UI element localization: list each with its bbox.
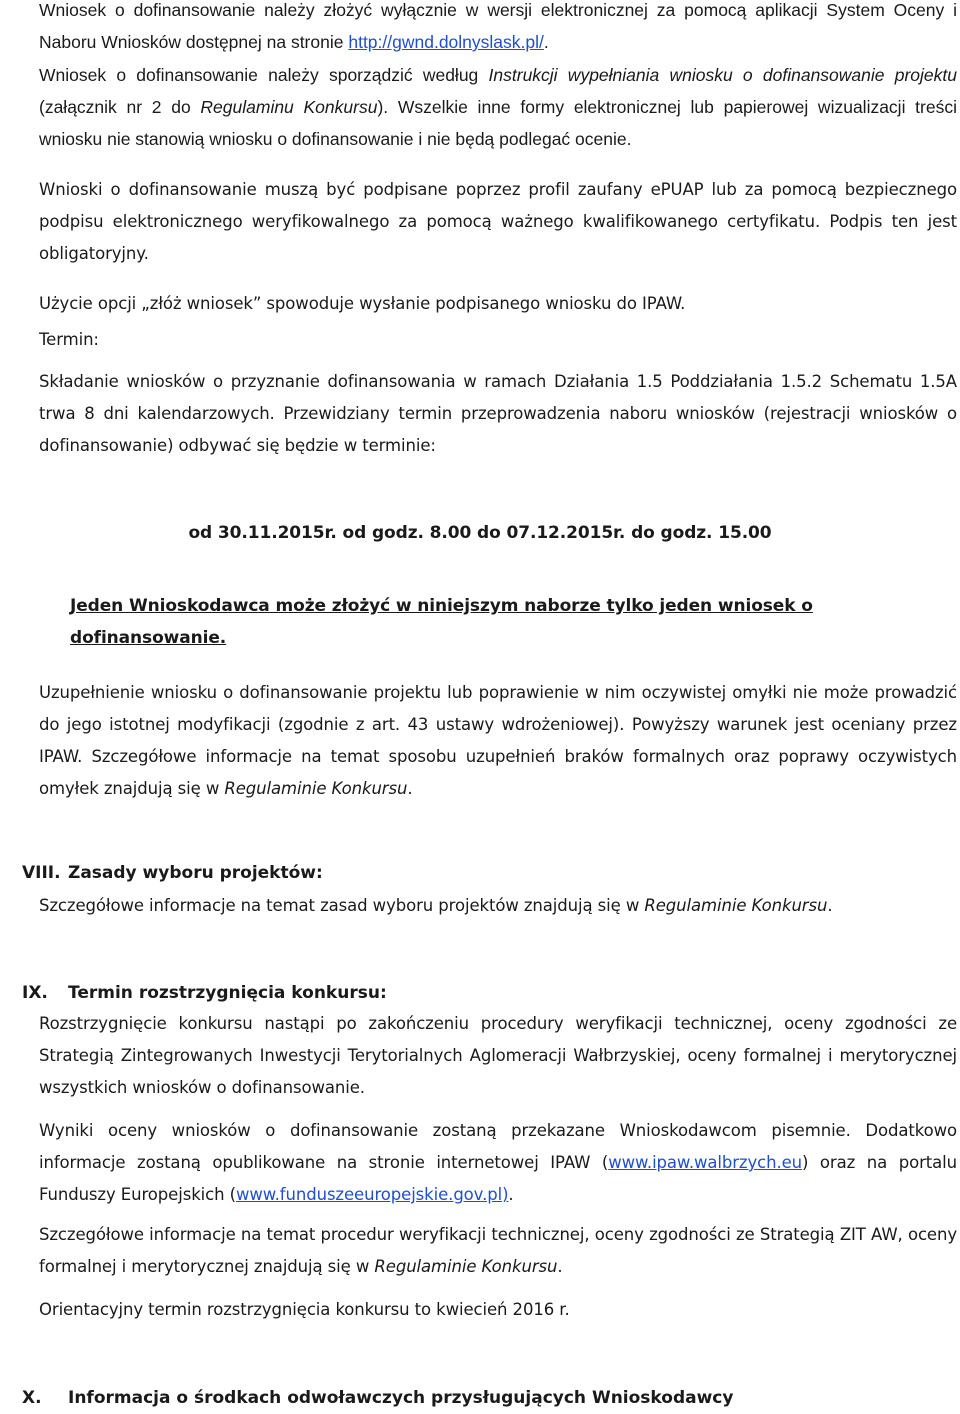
paragraph-text: Szczegółowe informacje na temat zasad wyboru projektów znajdują się w xyxy=(39,896,645,915)
paragraph-submission-method xyxy=(39,0,957,58)
paragraph-signature: Wnioski o dofinansowanie muszą być podpisane poprzez profil zaufany ePUAP lub za pomocą bezpiecznego podpisu elektronicznego weryfikowalnego za pomocą ważnego kwalifikowanego certyfikatu. Podpis ten jest obligatoryjny. xyxy=(39,180,957,263)
paragraph-text: Szczegółowe informacje na temat procedur weryfikacji technicznej, oceny zgodności ze Strategią ZIT AW, oceny formalnej i merytorycznej znajdują się w xyxy=(39,1225,957,1276)
paragraph-resolution: Rozstrzygnięcie konkursu nastąpi po zakończeniu procedury weryfikacji technicznej, oceny zgodności ze Strategią Zintegrowanych Inwestycji Terytorialnych Aglomeracji Wałbrzyskiej, oceny formalnej i merytorycznej wszystkich wniosków o dofinansowanie. xyxy=(39,1014,957,1097)
section-9-title: Termin rozstrzygnięcia konkursu: xyxy=(68,983,387,1003)
italic-reference: Regulaminie Konkursu xyxy=(644,896,828,915)
paragraph-corrections xyxy=(39,677,957,805)
italic-reference: Regulaminie Konkursu xyxy=(224,779,408,798)
paragraph-text: . xyxy=(543,32,549,52)
paragraph-text: Uzupełnienie wniosku o dofinansowanie projektu lub poprawienie w nim oczywistej omyłki nie może prowadzić do jego istotnej modyfikacji (zgodnie z art. 43 ustawy wdrożeniowej). Powyższy warunek jest oceniany przez IPAW. Szczegółowe informacje na temat sposobu uzupełnień braków formalnych oraz poprawy oczywistych omyłek znajdują się w xyxy=(39,683,957,798)
paragraph-procedures xyxy=(39,1219,957,1283)
paragraph-text: . xyxy=(407,779,413,798)
paragraph-deadline: Składanie wniosków o przyznanie dofinansowania w ramach Działania 1.5 Poddziałania 1.5.2 Schematu 1.5A trwa 8 dni kalendarzowych. Przewidziany termin przeprowadzenia naboru wniosków (rejestracji wniosków o dofinansowanie) odbywać się będzie w terminie: xyxy=(39,372,957,455)
paragraph-text: . xyxy=(508,1185,514,1204)
paragraph-text: ). Wszelkie inne formy elektronicznej lub papierowej wizualizacji treści wniosku nie stanowią wniosku o dofinansowanie i nie będą podlegać ocenie. xyxy=(39,97,957,149)
italic-reference: Regulaminie Konkursu xyxy=(374,1257,558,1276)
gwnd-link[interactable]: http://gwnd.dolnyslask.pl/ xyxy=(348,32,544,52)
paragraph-text: Wniosek o dofinansowanie należy złożyć wyłącznie w wersji elektronicznej za pomocą aplikacji System Oceny i Naboru Wniosków dostępnej na stronie xyxy=(39,0,957,52)
section-9-number: IX. xyxy=(22,983,48,1003)
paragraph-submit-option: Użycie opcji „złóż wniosek” spowoduje wysłanie podpisanego wniosku do IPAW. xyxy=(39,294,686,313)
paragraph-text: Wyniki oceny wniosków o dofinansowanie zostaną przekazane Wnioskodawcom pisemnie. Dodatkowo informacje zostaną opublikowane na stronie internetowej IPAW ( xyxy=(39,1121,957,1172)
fundusze-link[interactable]: www.funduszeeuropejskie.gov.pl) xyxy=(235,1185,509,1204)
paragraph-selection-rules xyxy=(39,890,957,922)
date-range: od 30.11.2015r. od godz. 8.00 do 07.12.2015r. do godz. 15.00 xyxy=(188,523,772,543)
paragraph-text: . xyxy=(827,896,833,915)
paragraph-instructions xyxy=(39,59,957,155)
section-10-title: Informacja o środkach odwoławczych przysługujących Wnioskodawcy xyxy=(68,1388,734,1408)
paragraph-results xyxy=(39,1115,957,1211)
one-application-rule: Jeden Wnioskodawca może złożyć w niniejszym naborze tylko jeden wniosek o dofinansowanie. xyxy=(70,596,813,648)
ipaw-link[interactable]: www.ipaw.walbrzych.eu xyxy=(608,1153,803,1172)
section-10-number: X. xyxy=(22,1388,42,1408)
paragraph-text: Wniosek o dofinansowanie należy sporządzić według xyxy=(39,65,489,85)
paragraph-text: ) oraz na portalu Funduszy Europejskich ( xyxy=(39,1153,957,1204)
italic-reference: Regulaminu Konkursu xyxy=(200,97,378,117)
paragraph-text: . xyxy=(557,1257,563,1276)
italic-reference: Instrukcji wypełniania wniosku o dofinansowanie projektu xyxy=(488,65,957,85)
section-8-number: VIII. xyxy=(22,863,61,883)
paragraph-text: (załącznik nr 2 do xyxy=(39,97,201,117)
paragraph-indicative-date: Orientacyjny termin rozstrzygnięcia konkursu to kwiecień 2016 r. xyxy=(39,1300,570,1319)
termin-label: Termin: xyxy=(39,330,99,349)
section-8-title: Zasady wyboru projektów: xyxy=(68,863,323,883)
